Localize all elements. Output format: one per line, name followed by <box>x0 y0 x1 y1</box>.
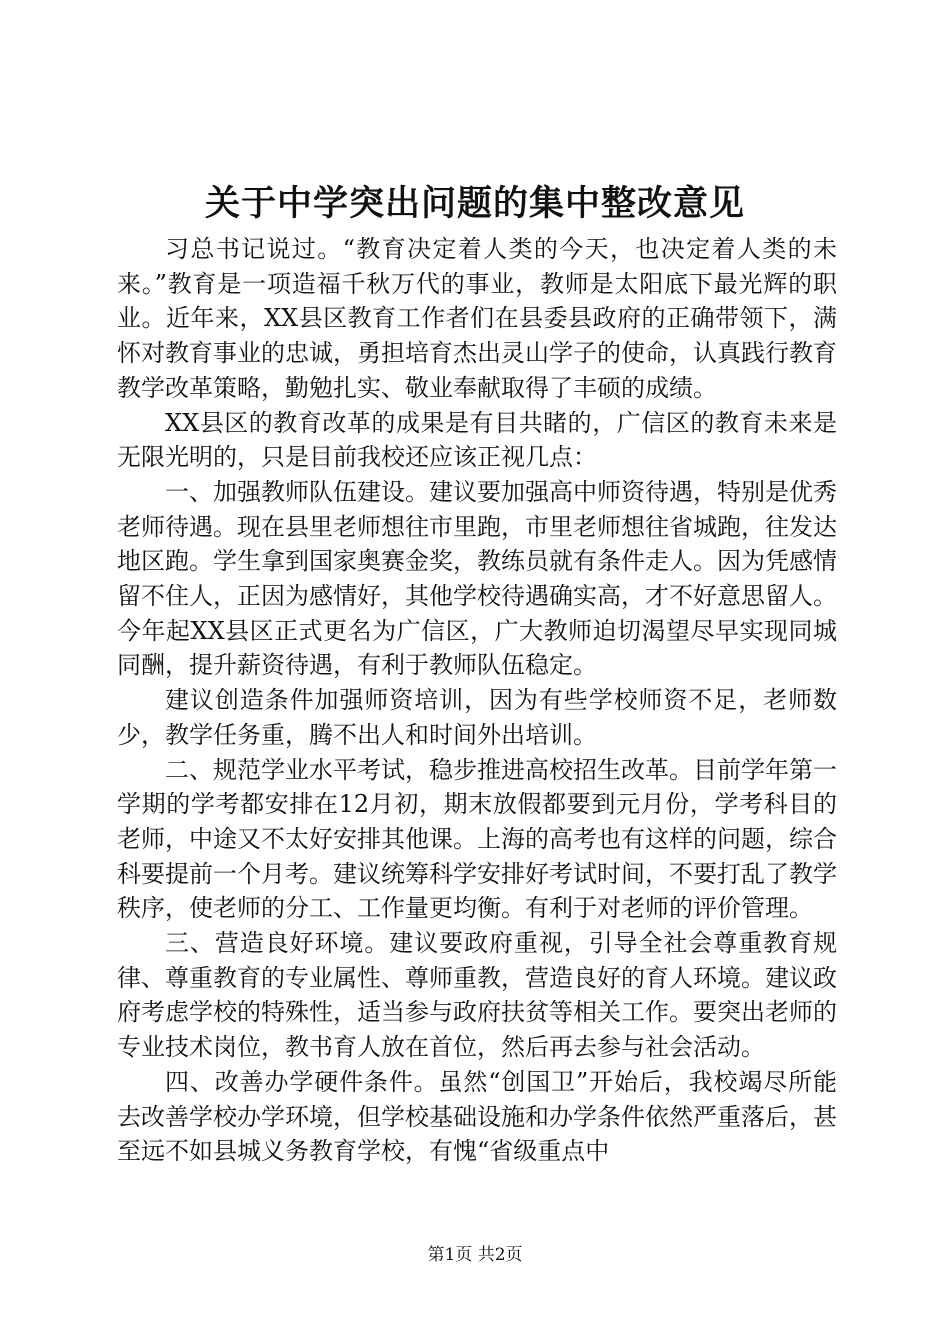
paragraph-point-1: 一、加强教师队伍建设。建议要加强高中师资待遇，特别是优秀老师待遇。现在县里老师想往市里跑，市里老师想往省城跑，往发达地区跑。学生拿到国家奥赛金奖，教练员就有条件走人。因为凭感情留不住人，正因为感情好，其他学校待遇确实高，才不好意思留人。今年起XX县区正式更名为广信区，广大教师迫切渴望尽早实现同城同酬，提升薪资待遇，有利于教师队伍稳定。 <box>117 477 837 680</box>
paragraph-point-4: 四、改善办学硬件条件。虽然“创国卫”开始后，我校竭尽所能去改善学校办学环境，但学校基础设施和办学条件依然严重落后，甚至远不如县城义务教育学校，有愧“省级重点中 <box>117 1067 837 1166</box>
document-title: 关于中学突出问题的集中整改意见 <box>204 183 745 224</box>
page-number-footer: 第1页 共2页 <box>427 1245 523 1265</box>
paragraph-point-3: 三、营造良好环境。建议要政府重视，引导全社会尊重教育规律、尊重教育的专业属性、尊师重教，营造良好的育人环境。建议政府考虑学校的特殊性，适当参与政府扶贫等相关工作。要突出老师的专业技术岗位，教书育人放在首位，然后再去参与社会活动。 <box>117 929 837 1062</box>
paragraph-point-2: 二、规范学业水平考试，稳步推进高校招生改革。目前学年第一学期的学考都安排在12月初，期末放假都要到元月份，学考科目的老师，中途又不太好安排其他课。上海的高考也有这样的问题，综合科要提前一个月考。建议统筹科学安排好考试时间，不要打乱了教学秩序，使老师的分工、工作量更均衡。有利于对老师的评价管理。 <box>117 755 837 923</box>
paragraph-training: 建议创造条件加强师资培训，因为有些学校师资不足，老师数少，教学任务重，腾不出人和时间外出培训。 <box>117 686 837 749</box>
document-body <box>117 232 837 1169</box>
paragraph-overview: XX县区的教育改革的成果是有目共睹的，广信区的教育未来是无限光明的，只是目前我校还应该正视几点： <box>117 408 837 472</box>
paragraph-intro: 习总书记说过。“教育决定着人类的今天，也决定着人类的未来。”教育是一项造福千秋万代的事业，教师是太阳底下最光辉的职业。近年来，XX县区教育工作者们在县委县政府的正确带领下，满怀对教育事业的忠诚，勇担培育杰出灵山学子的使命，认真践行教育教学改革策略，勤勉扎实、敬业奉献取得了丰硕的成绩。 <box>117 235 837 402</box>
